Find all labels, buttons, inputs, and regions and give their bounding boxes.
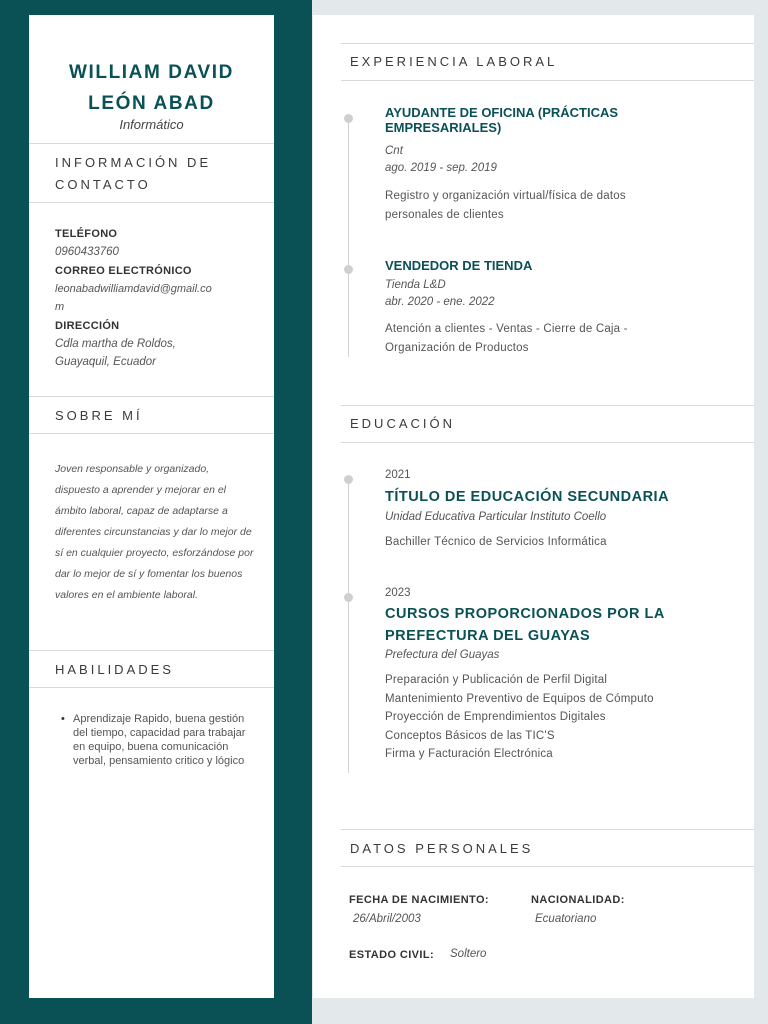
divider bbox=[29, 650, 274, 651]
civil-status-label: ESTADO CIVIL: bbox=[349, 949, 435, 961]
nationality-label: NACIONALIDAD: bbox=[531, 894, 625, 906]
divider bbox=[341, 866, 754, 867]
address-line-2: Guayaquil, Ecuador bbox=[55, 356, 157, 368]
education-detail: Conceptos Básicos de las TIC'S bbox=[385, 729, 555, 742]
education-title-line-1: CURSOS PROPORCIONADOS POR LA bbox=[385, 606, 665, 622]
job-title bbox=[385, 105, 715, 135]
divider bbox=[29, 687, 274, 688]
skills-section-title: HABILIDADES bbox=[55, 662, 174, 677]
contact-section-title bbox=[55, 152, 211, 196]
contact-title-line-2: CONTACTO bbox=[55, 177, 151, 192]
address-value bbox=[55, 335, 176, 371]
education-year: 2023 bbox=[385, 587, 411, 599]
job-description bbox=[385, 187, 725, 224]
job-company: Tienda L&D bbox=[385, 279, 446, 291]
job-desc-line-1: Atención a clientes - Ventas - Cierre de Caja - bbox=[385, 323, 628, 335]
education-detail: Preparación y Publicación de Perfil Digital bbox=[385, 674, 608, 686]
education-detail: Mantenimiento Preventivo de Equipos de Cómputo bbox=[385, 692, 654, 705]
address-line-1: Cdla martha de Roldos, bbox=[55, 338, 176, 350]
timeline-dot bbox=[344, 593, 353, 602]
divider bbox=[341, 829, 754, 830]
job-company: Cnt bbox=[385, 145, 403, 157]
phone-label: TELÉFONO bbox=[55, 228, 118, 240]
education-detail: Bachiller Técnico de Servicios Informática bbox=[385, 536, 607, 548]
nationality-value: Ecuatoriano bbox=[535, 913, 597, 925]
list-item: • Aprendizaje Rapido, buena gestión del tiempo, capacidad para trabajar en equipo, buena comunicación verbal, pensamiento critico y lógico bbox=[55, 712, 255, 768]
job-title-line-1: AYUDANTE DE OFICINA (PRÁCTICAS bbox=[385, 105, 619, 120]
divider bbox=[341, 80, 754, 81]
email-value bbox=[55, 280, 212, 316]
education-title bbox=[385, 603, 725, 647]
timeline-line bbox=[348, 117, 349, 357]
education-detail: Proyección de Emprendimientos Digitales bbox=[385, 711, 606, 723]
birth-value: 26/Abril/2003 bbox=[353, 913, 421, 925]
job-dates: ago. 2019 - sep. 2019 bbox=[385, 162, 497, 174]
about-section-title: SOBRE MÍ bbox=[55, 408, 143, 423]
education-title: TÍTULO DE EDUCACIÓN SECUNDARIA bbox=[385, 489, 670, 505]
address-label: DIRECCIÓN bbox=[55, 320, 120, 332]
education-institution: Prefectura del Guayas bbox=[385, 649, 500, 661]
profile-role: Informático bbox=[119, 117, 184, 132]
main-card bbox=[313, 15, 754, 998]
name-line-1: WILLIAM DAVID bbox=[68, 62, 235, 83]
job-title: VENDEDOR DE TIENDA bbox=[385, 258, 533, 273]
education-details bbox=[385, 671, 725, 764]
contact-title-line-1: INFORMACIÓN DE bbox=[55, 155, 212, 170]
job-desc-line-2: personales de clientes bbox=[385, 208, 504, 221]
email-line-1: leonabadwilliamdavid@gmail.co bbox=[55, 283, 212, 295]
personal-section-title: DATOS PERSONALES bbox=[350, 841, 534, 856]
job-title-line-2: EMPRESARIALES) bbox=[385, 120, 502, 135]
job-desc-line-2: Organización de Productos bbox=[385, 341, 529, 354]
experience-section-title: EXPERIENCIA LABORAL bbox=[350, 54, 558, 69]
divider bbox=[341, 442, 754, 443]
divider bbox=[29, 202, 274, 203]
skills-list bbox=[55, 712, 255, 768]
profile-name bbox=[29, 57, 274, 119]
timeline-line bbox=[348, 481, 349, 773]
job-description bbox=[385, 320, 725, 357]
timeline-dot bbox=[344, 265, 353, 274]
education-year: 2021 bbox=[385, 469, 411, 481]
email-label: CORREO ELECTRÓNICO bbox=[55, 265, 192, 277]
divider bbox=[29, 143, 274, 144]
civil-status-value: Soltero bbox=[450, 948, 487, 960]
name-line-2: LEÓN ABAD bbox=[88, 93, 215, 114]
birth-label: FECHA DE NACIMIENTO: bbox=[349, 894, 489, 906]
divider bbox=[341, 43, 754, 44]
education-title-line-2: PREFECTURA DEL GUAYAS bbox=[385, 628, 591, 644]
email-line-2: m bbox=[55, 301, 65, 313]
job-dates: abr. 2020 - ene. 2022 bbox=[385, 296, 495, 308]
education-section-title: EDUCACIÓN bbox=[350, 416, 456, 431]
divider bbox=[29, 396, 274, 397]
phone-value: 0960433760 bbox=[55, 246, 119, 258]
sidebar-card bbox=[29, 15, 274, 998]
timeline-dot bbox=[344, 475, 353, 484]
timeline-dot bbox=[344, 114, 353, 123]
about-text: Joven responsable y organizado, dispuesto a aprender y mejorar en el ámbito laboral, capaz de adaptarse a diferentes circunstancias y dar lo mejor de sí en cualquier proyecto, esforzándose por dar lo mejor de sí y fomentar los buenos valores en el ambiente laboral. bbox=[55, 463, 254, 601]
education-institution: Unidad Educativa Particular Instituto Coello bbox=[385, 511, 607, 523]
education-detail: Firma y Facturación Electrónica bbox=[385, 748, 553, 760]
job-desc-line-1: Registro y organización virtual/física de datos bbox=[385, 190, 626, 202]
divider bbox=[341, 405, 754, 406]
divider bbox=[29, 433, 274, 434]
